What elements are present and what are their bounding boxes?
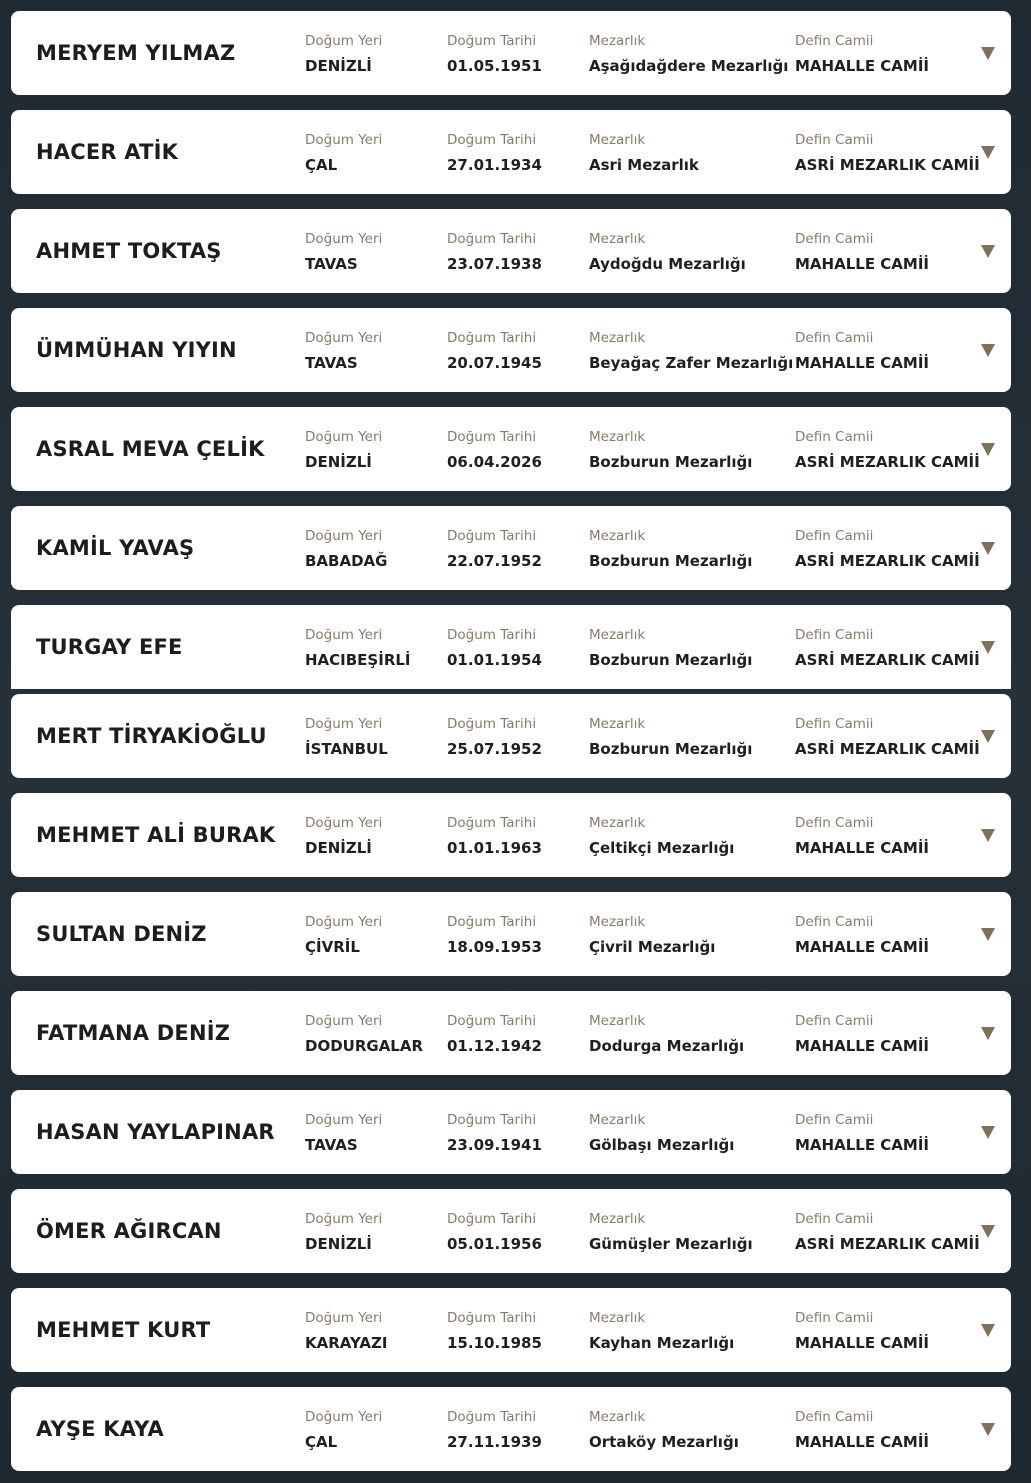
birthdate-label: Doğum Tarihi — [447, 528, 537, 544]
deceased-name: MEHMET ALİ BURAK — [36, 823, 276, 847]
birthplace-value: TAVAS — [305, 354, 358, 372]
cemetery-label: Mezarlık — [589, 231, 646, 247]
birthdate-label: Doğum Tarihi — [447, 1310, 537, 1326]
mosque-field — [795, 231, 929, 273]
birthdate-field — [447, 1112, 542, 1154]
caret-down-icon[interactable] — [981, 542, 995, 555]
birthdate-label: Doğum Tarihi — [447, 815, 537, 831]
cemetery-value: Bozburun Mezarlığı — [589, 740, 753, 758]
caret-down-icon[interactable] — [981, 344, 995, 357]
birthdate-label: Doğum Tarihi — [447, 914, 537, 930]
birthplace-value: İSTANBUL — [305, 740, 388, 758]
cemetery-label: Mezarlık — [589, 914, 646, 930]
caret-down-icon[interactable] — [981, 1027, 995, 1040]
deceased-name: MEHMET KURT — [36, 1318, 211, 1342]
cemetery-label: Mezarlık — [589, 330, 646, 346]
mosque-value: MAHALLE CAMİİ — [795, 938, 929, 956]
cemetery-field — [589, 815, 734, 857]
mosque-label: Defin Camii — [795, 33, 874, 49]
record-card[interactable] — [11, 991, 1011, 1075]
mosque-field — [795, 132, 980, 174]
birthdate-label: Doğum Tarihi — [447, 1013, 537, 1029]
cemetery-label: Mezarlık — [589, 33, 646, 49]
expand-toggle[interactable] — [977, 1318, 999, 1342]
birthdate-value: 25.07.1952 — [447, 740, 542, 758]
mosque-label: Defin Camii — [795, 429, 874, 445]
birthdate-value: 22.07.1952 — [447, 552, 542, 570]
mosque-label: Defin Camii — [795, 1013, 874, 1029]
birthdate-value: 27.11.1939 — [447, 1433, 542, 1451]
cemetery-field — [589, 1409, 739, 1451]
birthplace-label: Doğum Yeri — [305, 1112, 383, 1128]
birthdate-label: Doğum Tarihi — [447, 1409, 537, 1425]
mosque-field — [795, 1409, 929, 1451]
birthplace-value: DODURGALAR — [305, 1037, 424, 1055]
birthplace-value: DENİZLİ — [305, 1235, 372, 1253]
birthdate-value: 01.01.1963 — [447, 839, 542, 857]
birthdate-value: 23.07.1938 — [447, 255, 542, 273]
deceased-name: HASAN YAYLAPINAR — [36, 1120, 275, 1144]
cemetery-field — [589, 528, 752, 570]
caret-down-icon[interactable] — [981, 443, 995, 456]
birthplace-field — [305, 33, 382, 75]
birthdate-value: 01.05.1951 — [447, 57, 542, 75]
expand-toggle[interactable] — [977, 635, 999, 659]
cemetery-field — [589, 231, 746, 273]
birthplace-value: BABADAĞ — [305, 552, 388, 570]
cemetery-value: Kayhan Mezarlığı — [589, 1334, 735, 1352]
cemetery-value: Bozburun Mezarlığı — [589, 552, 753, 570]
deceased-name: TURGAY EFE — [36, 635, 183, 659]
birthplace-label: Doğum Yeri — [305, 716, 383, 732]
birthdate-label: Doğum Tarihi — [447, 231, 537, 247]
caret-down-icon[interactable] — [981, 1126, 995, 1139]
birthplace-value: DENİZLİ — [305, 57, 372, 75]
birthdate-field — [447, 627, 542, 669]
cemetery-value: Ortaköy Mezarlığı — [589, 1433, 739, 1451]
birthplace-value: ÇAL — [305, 156, 338, 174]
mosque-field — [795, 330, 929, 372]
birthdate-field — [447, 716, 542, 758]
cemetery-label: Mezarlık — [589, 1409, 646, 1425]
mosque-field — [795, 1112, 929, 1154]
birthplace-label: Doğum Yeri — [305, 330, 383, 346]
mosque-label: Defin Camii — [795, 1409, 874, 1425]
birthplace-label: Doğum Yeri — [305, 914, 383, 930]
birthdate-value: 20.07.1945 — [447, 354, 542, 372]
cemetery-value: Gölbaşı Mezarlığı — [589, 1136, 735, 1154]
birthdate-value: 01.01.1954 — [447, 651, 542, 669]
cemetery-field — [589, 1310, 734, 1352]
mosque-value: MAHALLE CAMİİ — [795, 1136, 929, 1154]
cemetery-value: Asri Mezarlık — [589, 156, 699, 174]
deceased-name: AYŞE KAYA — [36, 1417, 164, 1441]
mosque-label: Defin Camii — [795, 1112, 874, 1128]
mosque-field — [795, 1310, 929, 1352]
expand-toggle[interactable] — [977, 1120, 999, 1144]
birthplace-field — [305, 1013, 423, 1055]
caret-down-icon[interactable] — [981, 730, 995, 743]
birthplace-value: TAVAS — [305, 255, 358, 273]
deceased-name: FATMANA DENİZ — [36, 1021, 231, 1045]
mosque-label: Defin Camii — [795, 914, 874, 930]
record-card[interactable] — [11, 1189, 1011, 1273]
birthplace-label: Doğum Yeri — [305, 815, 383, 831]
mosque-label: Defin Camii — [795, 231, 874, 247]
cemetery-value: Aşağıdağdere Mezarlığı — [589, 57, 789, 75]
birthplace-label: Doğum Yeri — [305, 1013, 383, 1029]
record-card[interactable] — [11, 110, 1011, 194]
deceased-name: MERT TİRYAKİOĞLU — [36, 724, 267, 748]
mosque-value: ASRİ MEZARLIK CAMİİ — [795, 453, 980, 471]
caret-down-icon[interactable] — [981, 146, 995, 159]
birthplace-label: Doğum Yeri — [305, 1409, 383, 1425]
mosque-field — [795, 815, 929, 857]
mosque-field — [795, 528, 980, 570]
record-card[interactable] — [11, 793, 1011, 877]
record-card[interactable] — [11, 605, 1011, 689]
expand-toggle[interactable] — [977, 536, 999, 560]
birthdate-value: 18.09.1953 — [447, 938, 542, 956]
record-card[interactable] — [11, 694, 1011, 778]
mosque-value: ASRİ MEZARLIK CAMİİ — [795, 740, 980, 758]
mosque-value: ASRİ MEZARLIK CAMİİ — [795, 1235, 980, 1253]
birthdate-label: Doğum Tarihi — [447, 132, 537, 148]
birthplace-value: KARAYAZI — [305, 1334, 388, 1352]
birthplace-field — [305, 429, 382, 471]
birthplace-value: ÇİVRİL — [305, 938, 360, 956]
mosque-label: Defin Camii — [795, 716, 874, 732]
birthdate-label: Doğum Tarihi — [447, 330, 537, 346]
caret-down-icon[interactable] — [981, 1225, 995, 1238]
birthplace-field — [305, 1112, 382, 1154]
cemetery-value: Gümüşler Mezarlığı — [589, 1235, 753, 1253]
birthdate-label: Doğum Tarihi — [447, 1211, 537, 1227]
birthplace-label: Doğum Yeri — [305, 627, 383, 643]
mosque-label: Defin Camii — [795, 330, 874, 346]
birthplace-label: Doğum Yeri — [305, 1310, 383, 1326]
birthdate-field — [447, 1211, 542, 1253]
mosque-value: ASRİ MEZARLIK CAMİİ — [795, 552, 980, 570]
birthplace-field — [305, 1310, 387, 1352]
birthdate-value: 01.12.1942 — [447, 1037, 542, 1055]
birthplace-field — [305, 716, 388, 758]
cemetery-label: Mezarlık — [589, 716, 646, 732]
mosque-value: MAHALLE CAMİİ — [795, 57, 929, 75]
mosque-field — [795, 1013, 929, 1055]
cemetery-field — [589, 429, 752, 471]
cemetery-label: Mezarlık — [589, 1112, 646, 1128]
birthdate-value: 05.01.1956 — [447, 1235, 542, 1253]
cemetery-value: Dodurga Mezarlığı — [589, 1037, 745, 1055]
cemetery-label: Mezarlık — [589, 1310, 646, 1326]
birthplace-label: Doğum Yeri — [305, 33, 383, 49]
caret-down-icon[interactable] — [981, 47, 995, 60]
birthplace-value: DENİZLİ — [305, 839, 372, 857]
birthplace-label: Doğum Yeri — [305, 429, 383, 445]
birthplace-label: Doğum Yeri — [305, 231, 383, 247]
birthdate-label: Doğum Tarihi — [447, 429, 537, 445]
mosque-value: MAHALLE CAMİİ — [795, 1334, 929, 1352]
mosque-label: Defin Camii — [795, 1211, 874, 1227]
cemetery-label: Mezarlık — [589, 1211, 646, 1227]
record-card[interactable] — [11, 892, 1011, 976]
cemetery-label: Mezarlık — [589, 627, 646, 643]
birthdate-value: 27.01.1934 — [447, 156, 542, 174]
cemetery-label: Mezarlık — [589, 132, 646, 148]
birthplace-value: ÇAL — [305, 1433, 338, 1451]
cemetery-field — [589, 330, 793, 372]
record-card[interactable] — [11, 11, 1011, 95]
cemetery-label: Mezarlık — [589, 528, 646, 544]
birthdate-field — [447, 330, 542, 372]
cemetery-value: Çeltikçi Mezarlığı — [589, 839, 735, 857]
cemetery-value: Bozburun Mezarlığı — [589, 453, 753, 471]
birthplace-value: TAVAS — [305, 1136, 358, 1154]
mosque-field — [795, 914, 929, 956]
birthdate-field — [447, 132, 542, 174]
deceased-name: AHMET TOKTAŞ — [36, 239, 222, 263]
expand-toggle[interactable] — [977, 1219, 999, 1243]
record-card[interactable] — [11, 506, 1011, 590]
deceased-name: ASRAL MEVA ÇELİK — [36, 437, 265, 461]
birthplace-field — [305, 132, 382, 174]
record-card[interactable] — [11, 1090, 1011, 1174]
birthplace-label: Doğum Yeri — [305, 1211, 383, 1227]
expand-toggle[interactable] — [977, 1417, 999, 1441]
cemetery-label: Mezarlık — [589, 1013, 646, 1029]
expand-toggle[interactable] — [977, 140, 999, 164]
mosque-label: Defin Camii — [795, 627, 874, 643]
birthdate-label: Doğum Tarihi — [447, 33, 537, 49]
expand-toggle[interactable] — [977, 1021, 999, 1045]
birthplace-field — [305, 528, 387, 570]
mosque-value: ASRİ MEZARLIK CAMİİ — [795, 651, 980, 669]
birthplace-value: DENİZLİ — [305, 453, 372, 471]
record-card[interactable] — [11, 308, 1011, 392]
birthdate-label: Doğum Tarihi — [447, 1112, 537, 1128]
birthplace-field — [305, 330, 382, 372]
birthplace-field — [305, 1211, 382, 1253]
birthdate-value: 23.09.1941 — [447, 1136, 542, 1154]
cemetery-value: Aydoğdu Mezarlığı — [589, 255, 746, 273]
birthplace-field — [305, 231, 382, 273]
expand-toggle[interactable] — [977, 437, 999, 461]
birthplace-value: HACIBEŞİRLİ — [305, 651, 411, 669]
record-card[interactable] — [11, 209, 1011, 293]
birthplace-field — [305, 1409, 382, 1451]
cemetery-field — [589, 1211, 753, 1253]
deceased-name: KAMİL YAVAŞ — [36, 536, 195, 560]
deceased-name: HACER ATİK — [36, 140, 179, 164]
caret-down-icon[interactable] — [981, 641, 995, 654]
birthplace-field — [305, 815, 382, 857]
expand-toggle[interactable] — [977, 724, 999, 748]
deceased-name: MERYEM YILMAZ — [36, 41, 236, 65]
expand-toggle[interactable] — [977, 823, 999, 847]
birthdate-field — [447, 231, 542, 273]
birthdate-field — [447, 429, 542, 471]
record-card[interactable] — [11, 1288, 1011, 1372]
birthplace-field — [305, 914, 382, 956]
expand-toggle[interactable] — [977, 922, 999, 946]
birthdate-field — [447, 914, 542, 956]
mosque-label: Defin Camii — [795, 528, 874, 544]
mosque-value: MAHALLE CAMİİ — [795, 354, 929, 372]
mosque-value: ASRİ MEZARLIK CAMİİ — [795, 156, 980, 174]
birthplace-label: Doğum Yeri — [305, 528, 383, 544]
mosque-field — [795, 716, 980, 758]
birthdate-field — [447, 815, 542, 857]
deceased-name: ÜMMÜHAN YIYIN — [36, 338, 237, 362]
birthdate-field — [447, 1310, 542, 1352]
expand-toggle[interactable] — [977, 41, 999, 65]
mosque-value: MAHALLE CAMİİ — [795, 255, 929, 273]
birthdate-field — [447, 33, 542, 75]
cemetery-field — [589, 914, 715, 956]
mosque-field — [795, 33, 929, 75]
mosque-field — [795, 627, 980, 669]
cemetery-label: Mezarlık — [589, 429, 646, 445]
deceased-name: ÖMER AĞIRCAN — [36, 1219, 222, 1243]
caret-down-icon[interactable] — [981, 245, 995, 258]
birthdate-value: 06.04.2026 — [447, 453, 542, 471]
caret-down-icon[interactable] — [981, 928, 995, 941]
mosque-field — [795, 1211, 980, 1253]
birthdate-label: Doğum Tarihi — [447, 716, 537, 732]
cemetery-value: Bozburun Mezarlığı — [589, 651, 753, 669]
birthdate-field — [447, 1013, 542, 1055]
cemetery-field — [589, 627, 752, 669]
cemetery-value: Beyağaç Zafer Mezarlığı — [589, 354, 794, 372]
caret-down-icon[interactable] — [981, 829, 995, 842]
record-card[interactable] — [11, 1387, 1011, 1471]
cemetery-label: Mezarlık — [589, 815, 646, 831]
birthplace-field — [305, 627, 411, 669]
birthdate-label: Doğum Tarihi — [447, 627, 537, 643]
expand-toggle[interactable] — [977, 338, 999, 362]
mosque-field — [795, 429, 980, 471]
deceased-name: SULTAN DENİZ — [36, 922, 207, 946]
expand-toggle[interactable] — [977, 239, 999, 263]
birthdate-value: 15.10.1985 — [447, 1334, 542, 1352]
record-card[interactable] — [11, 407, 1011, 491]
cemetery-field — [589, 1013, 744, 1055]
birthdate-field — [447, 528, 542, 570]
cemetery-value: Çivril Mezarlığı — [589, 938, 716, 956]
mosque-label: Defin Camii — [795, 815, 874, 831]
cemetery-field — [589, 1112, 734, 1154]
mosque-value: MAHALLE CAMİİ — [795, 1433, 929, 1451]
cemetery-field — [589, 132, 699, 174]
birthdate-field — [447, 1409, 542, 1451]
mosque-label: Defin Camii — [795, 1310, 874, 1326]
cemetery-field — [589, 716, 752, 758]
mosque-label: Defin Camii — [795, 132, 874, 148]
mosque-value: MAHALLE CAMİİ — [795, 839, 929, 857]
caret-down-icon[interactable] — [981, 1423, 995, 1436]
birthplace-label: Doğum Yeri — [305, 132, 383, 148]
cemetery-field — [589, 33, 788, 75]
mosque-value: MAHALLE CAMİİ — [795, 1037, 929, 1055]
caret-down-icon[interactable] — [981, 1324, 995, 1337]
